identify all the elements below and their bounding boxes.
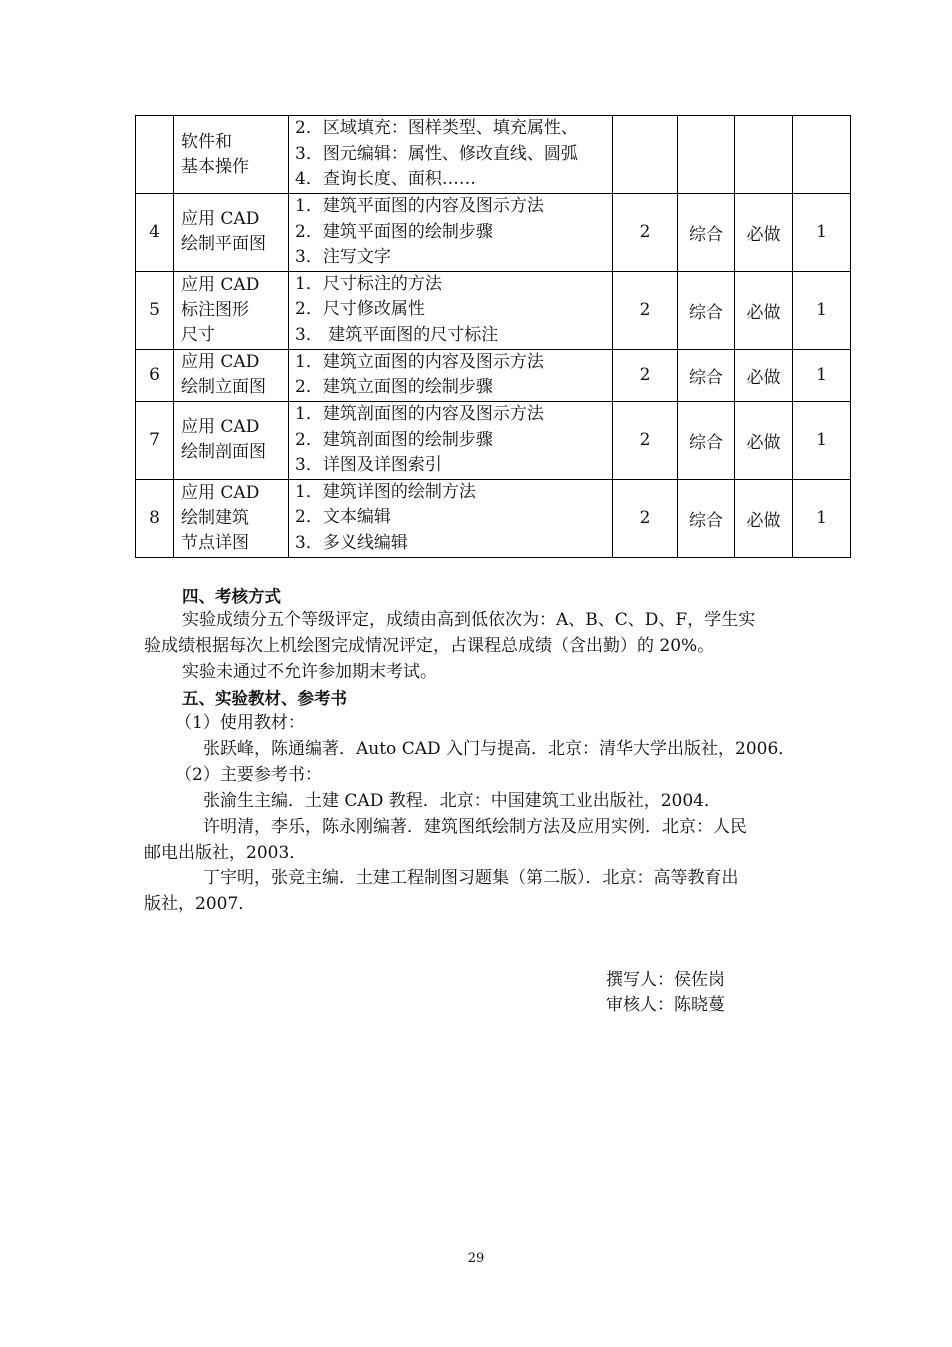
table-row [136,271,851,349]
content-line: 2．区域填充：图样类型、填充属性、 [295,118,578,139]
section-5-heading: 五、实验教材、参考书 [182,689,347,708]
content-line: 2．建筑立面图的绘制步骤 [295,377,493,398]
row-number-cell: 7 [136,401,174,479]
type-cell: 综合 [678,401,735,479]
experiment-name-cell [174,194,289,272]
experiment-name-line: 应用 CAD [181,274,260,295]
textbook-subheading: （1）使用教材： [175,713,305,733]
experiment-name-cell [174,349,289,401]
content-line: 2．建筑平面图的绘制步骤 [295,221,493,242]
requirement-cell: 必做 [735,401,793,479]
experiment-name-line: 绘制立面图 [181,377,266,398]
table-row [136,349,851,401]
table-row [136,194,851,272]
type-cell: 综合 [678,271,735,349]
type-cell: 综合 [678,349,735,401]
assessment-text-line2: 验成绩根据每次上机绘图完成情况评定，占课程总成绩（含出勤）的 20%。 [144,636,715,656]
content-line: 1．建筑平面图的内容及图示方法 [295,196,544,216]
content-line: 3．注写文字 [295,247,391,268]
content-line: 1．建筑立面图的内容及图示方法 [295,351,544,372]
requirement-cell: 必做 [735,194,793,272]
experiment-name-line: 应用 CAD [181,417,260,438]
content-line: 4．查询长度、面积…… [295,169,476,190]
author-signature: 撰写人：侯佐岗 [606,970,725,990]
content-line: 1．建筑剖面图的内容及图示方法 [295,403,544,424]
hours-cell: 2 [613,271,678,349]
section-4-heading: 四、考核方式 [182,587,281,606]
experiment-content-cell [289,401,613,479]
reference-1: 张渝生主编．土建 CAD 教程．北京：中国建筑工业出版社，2004． [203,791,721,811]
experiment-name-line: 节点详图 [181,532,249,553]
hours-cell [613,116,678,194]
type-cell: 综合 [678,479,735,557]
requirement-cell: 必做 [735,479,793,557]
group-count-cell: 1 [793,271,851,349]
type-cell: 综合 [678,194,735,272]
experiment-name-cell [174,271,289,349]
experiment-name-line: 尺寸 [181,324,215,345]
reference-2-line2: 邮电出版社，2003． [144,843,307,863]
experiment-name-cell [174,479,289,557]
experiment-content-cell [289,116,613,194]
requirement-cell: 必做 [735,271,793,349]
reference-3-line2: 版社，2007． [144,894,256,914]
experiment-name-line: 软件和 [181,131,232,152]
hours-cell: 2 [613,401,678,479]
experiment-content-cell [289,349,613,401]
assessment-note: 实验未通过不允许参加期末考试。 [182,662,437,682]
reference-3-line1: 丁宇明，张竞主编．土建工程制图习题集（第二版）．北京：高等教育出 [203,868,739,888]
experiment-name-line: 绘制平面图 [181,234,266,255]
table-row [136,401,851,479]
group-count-cell [793,116,851,194]
row-number-cell [136,116,174,194]
reviewer-signature: 审核人：陈晓蔓 [606,995,725,1015]
page-number: 29 [467,1251,485,1266]
experiment-name-line: 应用 CAD [181,482,260,503]
content-line: 2．文本编辑 [295,507,391,528]
row-number-cell: 6 [136,349,174,401]
content-line: 3．图元编辑：属性、修改直线、圆弧 [295,143,578,164]
content-line: 3． 建筑平面图的尺寸标注 [295,325,499,346]
content-line: 2．建筑剖面图的绘制步骤 [295,429,493,450]
experiment-name-cell [174,401,289,479]
experiment-content-cell [289,271,613,349]
group-count-cell: 1 [793,479,851,557]
hours-cell: 2 [613,479,678,557]
row-number-cell: 5 [136,271,174,349]
content-line: 3．详图及详图索引 [295,455,442,476]
experiment-content-cell [289,479,613,557]
textbook-reference: 张跃峰，陈通编著．Auto CAD 入门与提高．北京：清华大学出版社，2006． [203,739,796,759]
content-line: 2．尺寸修改属性 [295,299,425,320]
experiment-name-line: 绘制剖面图 [181,442,266,463]
assessment-text-line1: 实验成绩分五个等级评定，成绩由高到低依次为：A、B、C、D、F，学生实 [182,610,756,630]
table-row [136,479,851,557]
reference-2-line1: 许明清，李乐，陈永刚编著．建筑图纸绘制方法及应用实例．北京：人民 [203,817,747,837]
experiment-name-line: 标注图形 [181,299,249,320]
group-count-cell: 1 [793,194,851,272]
table-row [136,116,851,194]
content-line: 1．尺寸标注的方法 [295,273,442,294]
group-count-cell: 1 [793,401,851,479]
experiment-name-line: 绘制建筑 [181,507,249,528]
group-count-cell: 1 [793,349,851,401]
requirement-cell [735,116,793,194]
experiment-name-cell [174,116,289,194]
row-number-cell: 4 [136,194,174,272]
content-line: 1．建筑详图的绘制方法 [295,481,476,502]
references-subheading: （2）主要参考书： [175,765,322,785]
experiment-name-line: 应用 CAD [181,352,260,373]
row-number-cell: 8 [136,479,174,557]
experiment-name-line: 基本操作 [181,156,249,177]
requirement-cell: 必做 [735,349,793,401]
experiment-content-cell [289,194,613,272]
experiment-name-line: 应用 CAD [181,209,260,230]
hours-cell: 2 [613,349,678,401]
type-cell [678,116,735,194]
content-line: 3．多义线编辑 [295,533,408,554]
experiment-table [135,115,851,558]
hours-cell: 2 [613,194,678,272]
